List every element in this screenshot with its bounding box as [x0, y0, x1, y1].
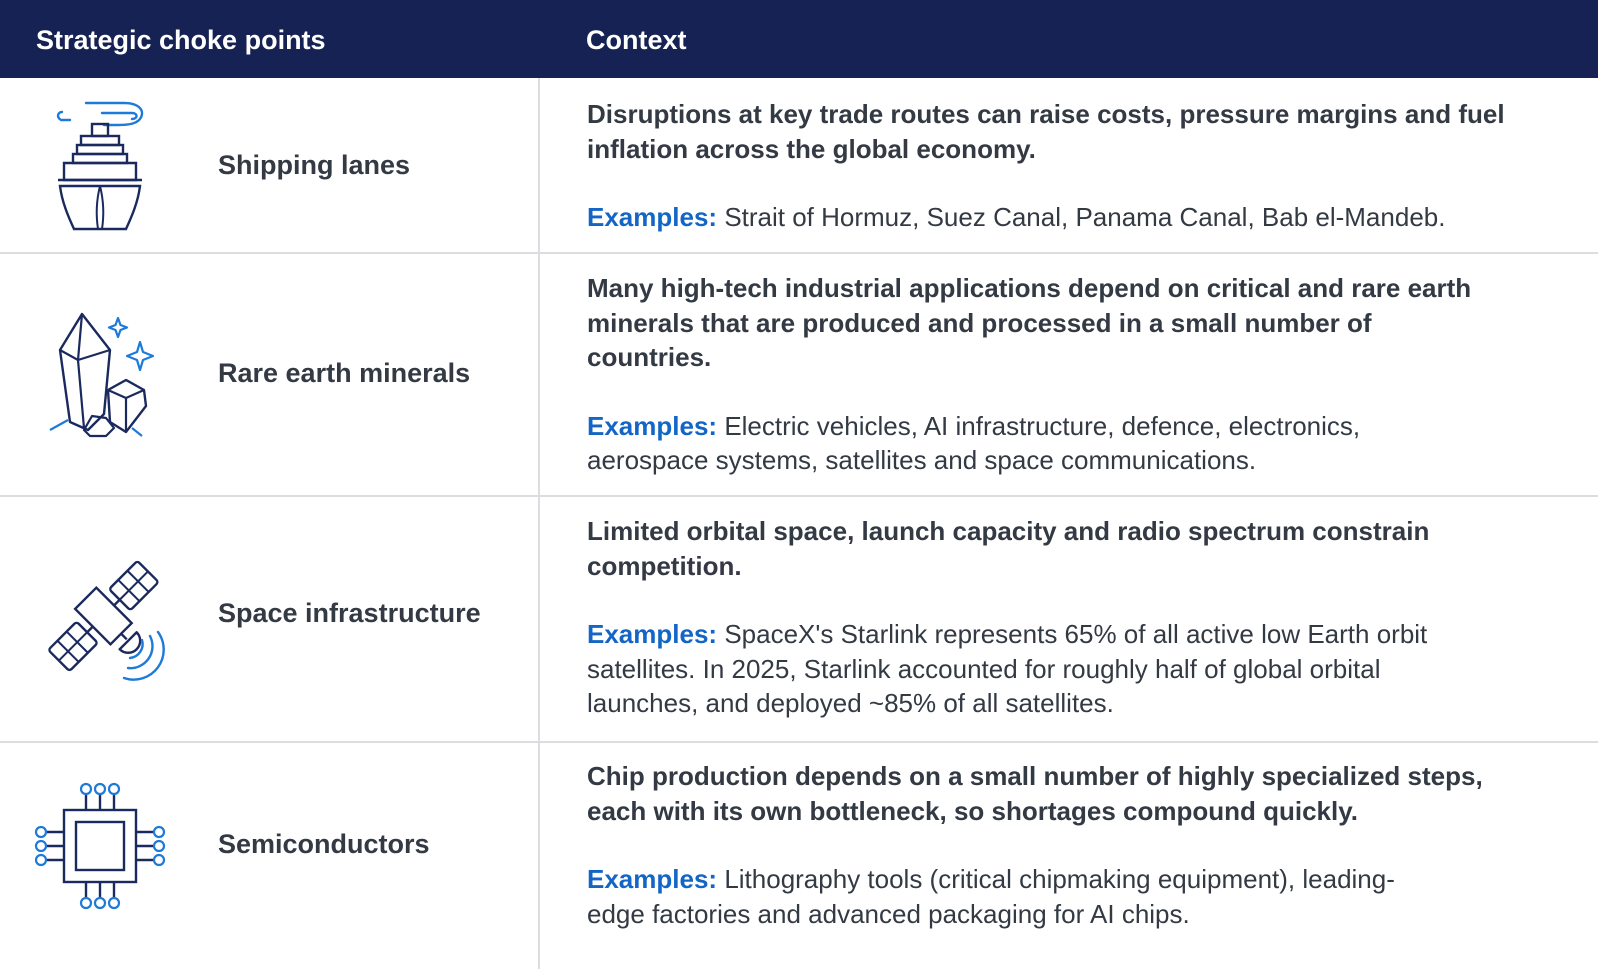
- row-context: [587, 514, 1487, 721]
- context-examples: [587, 200, 1547, 235]
- row-label: Shipping lanes: [218, 150, 411, 180]
- context-examples: [587, 862, 1437, 931]
- row-context: [587, 759, 1547, 931]
- examples-label: Examples:: [587, 410, 718, 441]
- satellite-icon: [38, 548, 172, 684]
- row-label: Rare earth minerals: [218, 358, 471, 388]
- row-label: Space infrastructure: [218, 598, 481, 628]
- microchip-icon: [32, 780, 168, 916]
- examples-label: Examples:: [587, 619, 718, 649]
- examples-text: Strait of Hormuz, Suez Canal, Panama Canal, Bab el-Mandeb.: [724, 202, 1446, 232]
- row-label: Semiconductors: [218, 829, 430, 859]
- context-lead: Chip production depends on a small number of highly specialized steps, each with its own bottleneck, so shortages compound quickly.: [587, 761, 1483, 826]
- examples-text: Electric vehicles, AI infrastructure, defence, electronics, aerospace systems, satellites and space communications.: [587, 410, 1361, 475]
- context-lead: Disruptions at key trade routes can raise costs, pressure margins and fuel inflation across the global economy.: [587, 99, 1505, 164]
- crystal-minerals-icon: [48, 310, 158, 440]
- context-lead: Limited orbital space, launch capacity and radio spectrum constrain competition.: [587, 516, 1430, 581]
- column-divider: [538, 78, 540, 969]
- examples-label: Examples:: [587, 864, 718, 894]
- column-header-context: Context: [586, 25, 687, 55]
- ship-icon: [52, 98, 148, 234]
- row-divider: [0, 741, 1598, 743]
- examples-text: SpaceX's Starlink represents 65% of all active low Earth orbit satellites. In 2025, Starlink accounted for roughly half of global orbital launches, and deployed ~85% of all satellites.: [587, 619, 1428, 718]
- examples-label: Examples:: [587, 202, 718, 232]
- column-header-choke-points: Strategic choke points: [36, 25, 326, 55]
- context-lead: Many high-tech industrial applications depend on critical and rare earth minerals that are produced and processed in a small number of countries.: [587, 273, 1472, 372]
- row-divider: [0, 252, 1598, 254]
- context-examples: [587, 617, 1477, 721]
- row-context: [587, 97, 1547, 235]
- examples-text: Lithography tools (critical chipmaking equipment), leading-edge factories and advanced packaging for AI chips.: [587, 864, 1395, 929]
- table-header: [0, 0, 1598, 78]
- row-divider: [0, 495, 1598, 497]
- context-examples: [587, 409, 1467, 478]
- row-context: [587, 271, 1487, 478]
